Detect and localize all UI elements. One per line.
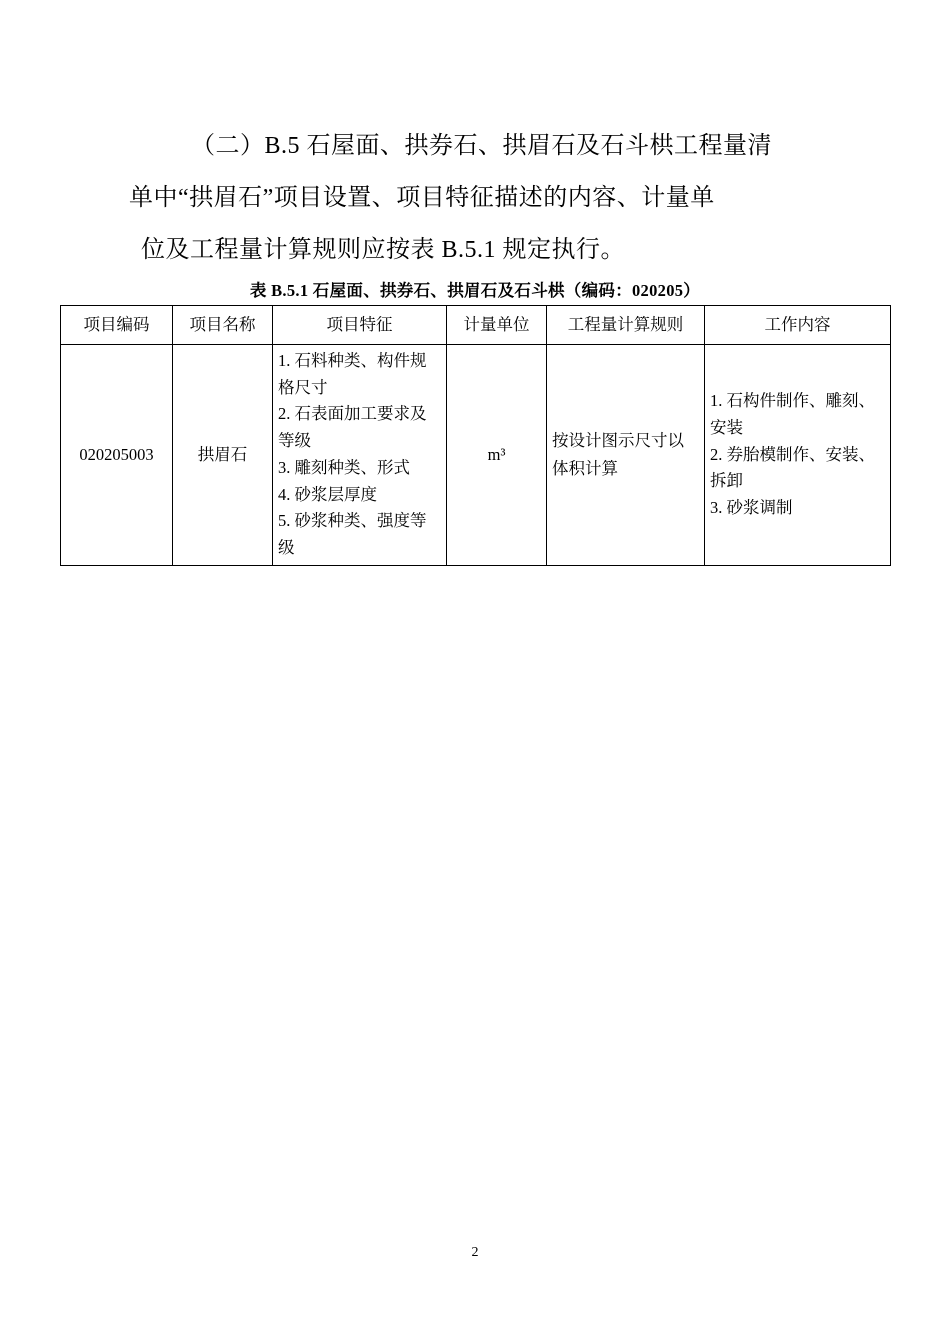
feature-item: 3. 雕刻种类、形式 [278, 457, 410, 477]
table-header-row [61, 306, 891, 345]
work-item: 3. 砂浆调制 [710, 497, 793, 517]
work-list [710, 388, 885, 522]
table-row [61, 345, 891, 566]
specification-table [60, 305, 891, 566]
table-caption: 表 B.5.1 石屋面、拱券石、拱眉石及石斗栱（编码：020205） [249, 281, 701, 300]
cell-item-code: 020205003 [61, 345, 173, 566]
header-item-name: 项目名称 [173, 306, 273, 345]
header-calculation-rule: 工程量计算规则 [547, 306, 705, 345]
feature-item: 4. 砂浆层厚度 [278, 484, 377, 504]
body-paragraph [95, 120, 855, 276]
header-item-code: 项目编码 [61, 306, 173, 345]
cell-calculation-rule [547, 345, 705, 566]
paragraph-line-3: 位及工程量计算规则应按表 B.5.1 规定执行。 [141, 237, 626, 263]
header-item-features: 项目特征 [273, 306, 447, 345]
cell-item-name: 拱眉石 [173, 345, 273, 566]
rule-text: 按设计图示尺寸以体积计算 [552, 430, 684, 478]
paragraph-line-2: 单中“拱眉石”项目设置、项目特征描述的内容、计量单 [129, 185, 715, 211]
header-work-content: 工作内容 [705, 306, 891, 345]
header-measure-unit: 计量单位 [447, 306, 547, 345]
cell-measure-unit: m³ [447, 345, 547, 566]
paragraph-line-1: （二）B.5 石屋面、拱券石、拱眉石及石斗栱工程量清 [191, 133, 773, 159]
cell-work-content [705, 345, 891, 566]
feature-item: 5. 砂浆种类、强度等级 [278, 511, 427, 558]
feature-item: 2. 石表面加工要求及等级 [278, 404, 427, 451]
cell-item-features [273, 345, 447, 566]
work-item: 1. 石构件制作、雕刻、安装 [710, 391, 875, 437]
feature-item: 1. 石料种类、构件规格尺寸 [278, 351, 427, 397]
work-item: 2. 券胎模制作、安装、拆卸 [710, 444, 875, 491]
page-number: 2 [471, 1245, 479, 1260]
feature-list [278, 348, 441, 562]
